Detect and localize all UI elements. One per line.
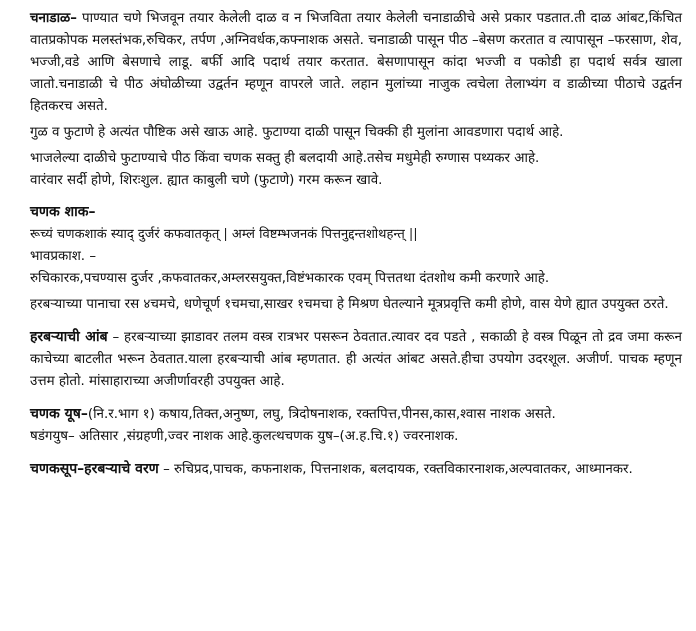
chanadal-heading: चनाडाळ–	[30, 11, 77, 26]
chanak-shak-heading: चणक शाक–	[30, 204, 96, 220]
harbara-pan-paragraph: हरबऱ्याच्या पानाचा रस ४चमचे, धणेचूर्ण १चमचा,साखर १चमचा हे मिश्रण घेतल्याने मूत्रप्रवृत्ति कमी होणे, वास येणे ह्यात उपयुक्त ठरते.	[30, 297, 669, 312]
shadang-yush-line: षडंगयुष– अतिसार ,संग्रहणी,ज्वर नाशक आहे.कुलत्थचणक युष–(अ.ह.चि.१) ज्वरनाशक.	[30, 429, 459, 444]
chanak-shak-meaning: रुचिकारक,पचण्यास दुर्जर ,कफवातकर,अम्लरसयुक्त,विष्टंभकारक एवम् पित्ततथा दंतशोथ कमी करणारे आहे.	[30, 271, 550, 286]
yush-heading: चणक यूष–	[30, 406, 88, 422]
yush-paragraph	[30, 403, 682, 426]
chanak-shak-source: भावप्रकाश. –	[30, 249, 97, 264]
chanak-shak-shloka: रूच्यं चणकशाकं स्याद् दुर्जरं कफवातकृत् | अम्लं विष्टम्भजनकं पित्तनुद्दन्तशोथहन्त् ||	[30, 227, 418, 242]
amb-heading: हरबऱ्याची आंब	[30, 329, 108, 345]
amb-text: – हरबऱ्याच्या झाडावर तलम वस्त्र रात्रभर पसरून ठेवतात.त्यावर दव पडते , सकाळी हे वस्त्र पिळून तो द्रव जमा करून काचेच्या बाटलीत भरून ठेवतात.याला हरबऱ्याची आंब म्हणतात. ही अत्यंत आंबट असते.हीचा उपयोग उदरशूल. अजीर्ण. पाचक म्हणून उत्तम होतो. मांसाहाराच्या अजीर्णावरही उपयुक्त आहे.	[30, 330, 682, 389]
amb-paragraph	[30, 326, 682, 393]
soop-paragraph	[30, 458, 682, 481]
soop-heading: चणकसूप–हरबऱ्याचे वरण	[30, 461, 159, 477]
soop-text: – रुचिप्रद,पाचक, कफनाशक, पित्तनाशक, बलदायक, रक्तविकारनाशक,अल्पवातकर, आध्मानकर.	[158, 462, 633, 477]
bhajleli-dal-paragraph: भाजलेल्या दाळीचे फुटाण्याचे पीठ किंवा चणक सक्तु ही बलदायी आहे.तसेच मधुमेही रुग्णास पथ्यकर आहे.	[30, 151, 540, 166]
chanadal-text: पाण्यात चणे भिजवून तयार केलेली दाळ व न भिजविता तयार केलेली चनाडाळीचे असे प्रकार पडतात.ती दाळ आंबट,किंचित वातप्रकोपक मलस्तंभक,रुचिकर, तर्पण ,अग्निवर्धक,कफ्नाशक असते. चनाडाळी पासून पीठ –बेसण करतात व त्यापासून –फरसाण, शेव, भज्जी,वडे आणि बेसणाचे लाडू. बर्फी आदि पदार्थ तयार करतात. बेसणापासून कांदा भज्जी व पकोडी हा पदार्थ सर्वत्र खाला जातो.चनाडाळी चे पीठ अंघोळीच्या उद्वर्तन म्हणून वापरले जाते. लहान मुलांच्या नाजुक त्वचेला तेलाभ्यंग व डाळीच्या पीठाचे उद्वर्तन हितकरच असते.	[30, 11, 682, 114]
yush-text: (नि.र.भाग १) कषाय,तिक्त,अनुष्ण, लघु, त्रिदोषनाशक, रक्तपित्त,पीनस,कास,श्वास नाशक असते.	[87, 407, 556, 422]
chanadal-paragraph	[30, 8, 682, 118]
gul-futane-paragraph: गुळ व फुटाणे हे अत्यंत पौष्टिक असे खाऊ आहे. फुटाण्या दाळी पासून चिक्की ही मुलांना आवडणारा पदार्थ आहे.	[30, 125, 564, 140]
sardi-paragraph: वारंवार सर्दी होणे, शिरःशुल. ह्यात काबुली चणे (फुटाणे) गरम करून खावे.	[30, 173, 383, 188]
